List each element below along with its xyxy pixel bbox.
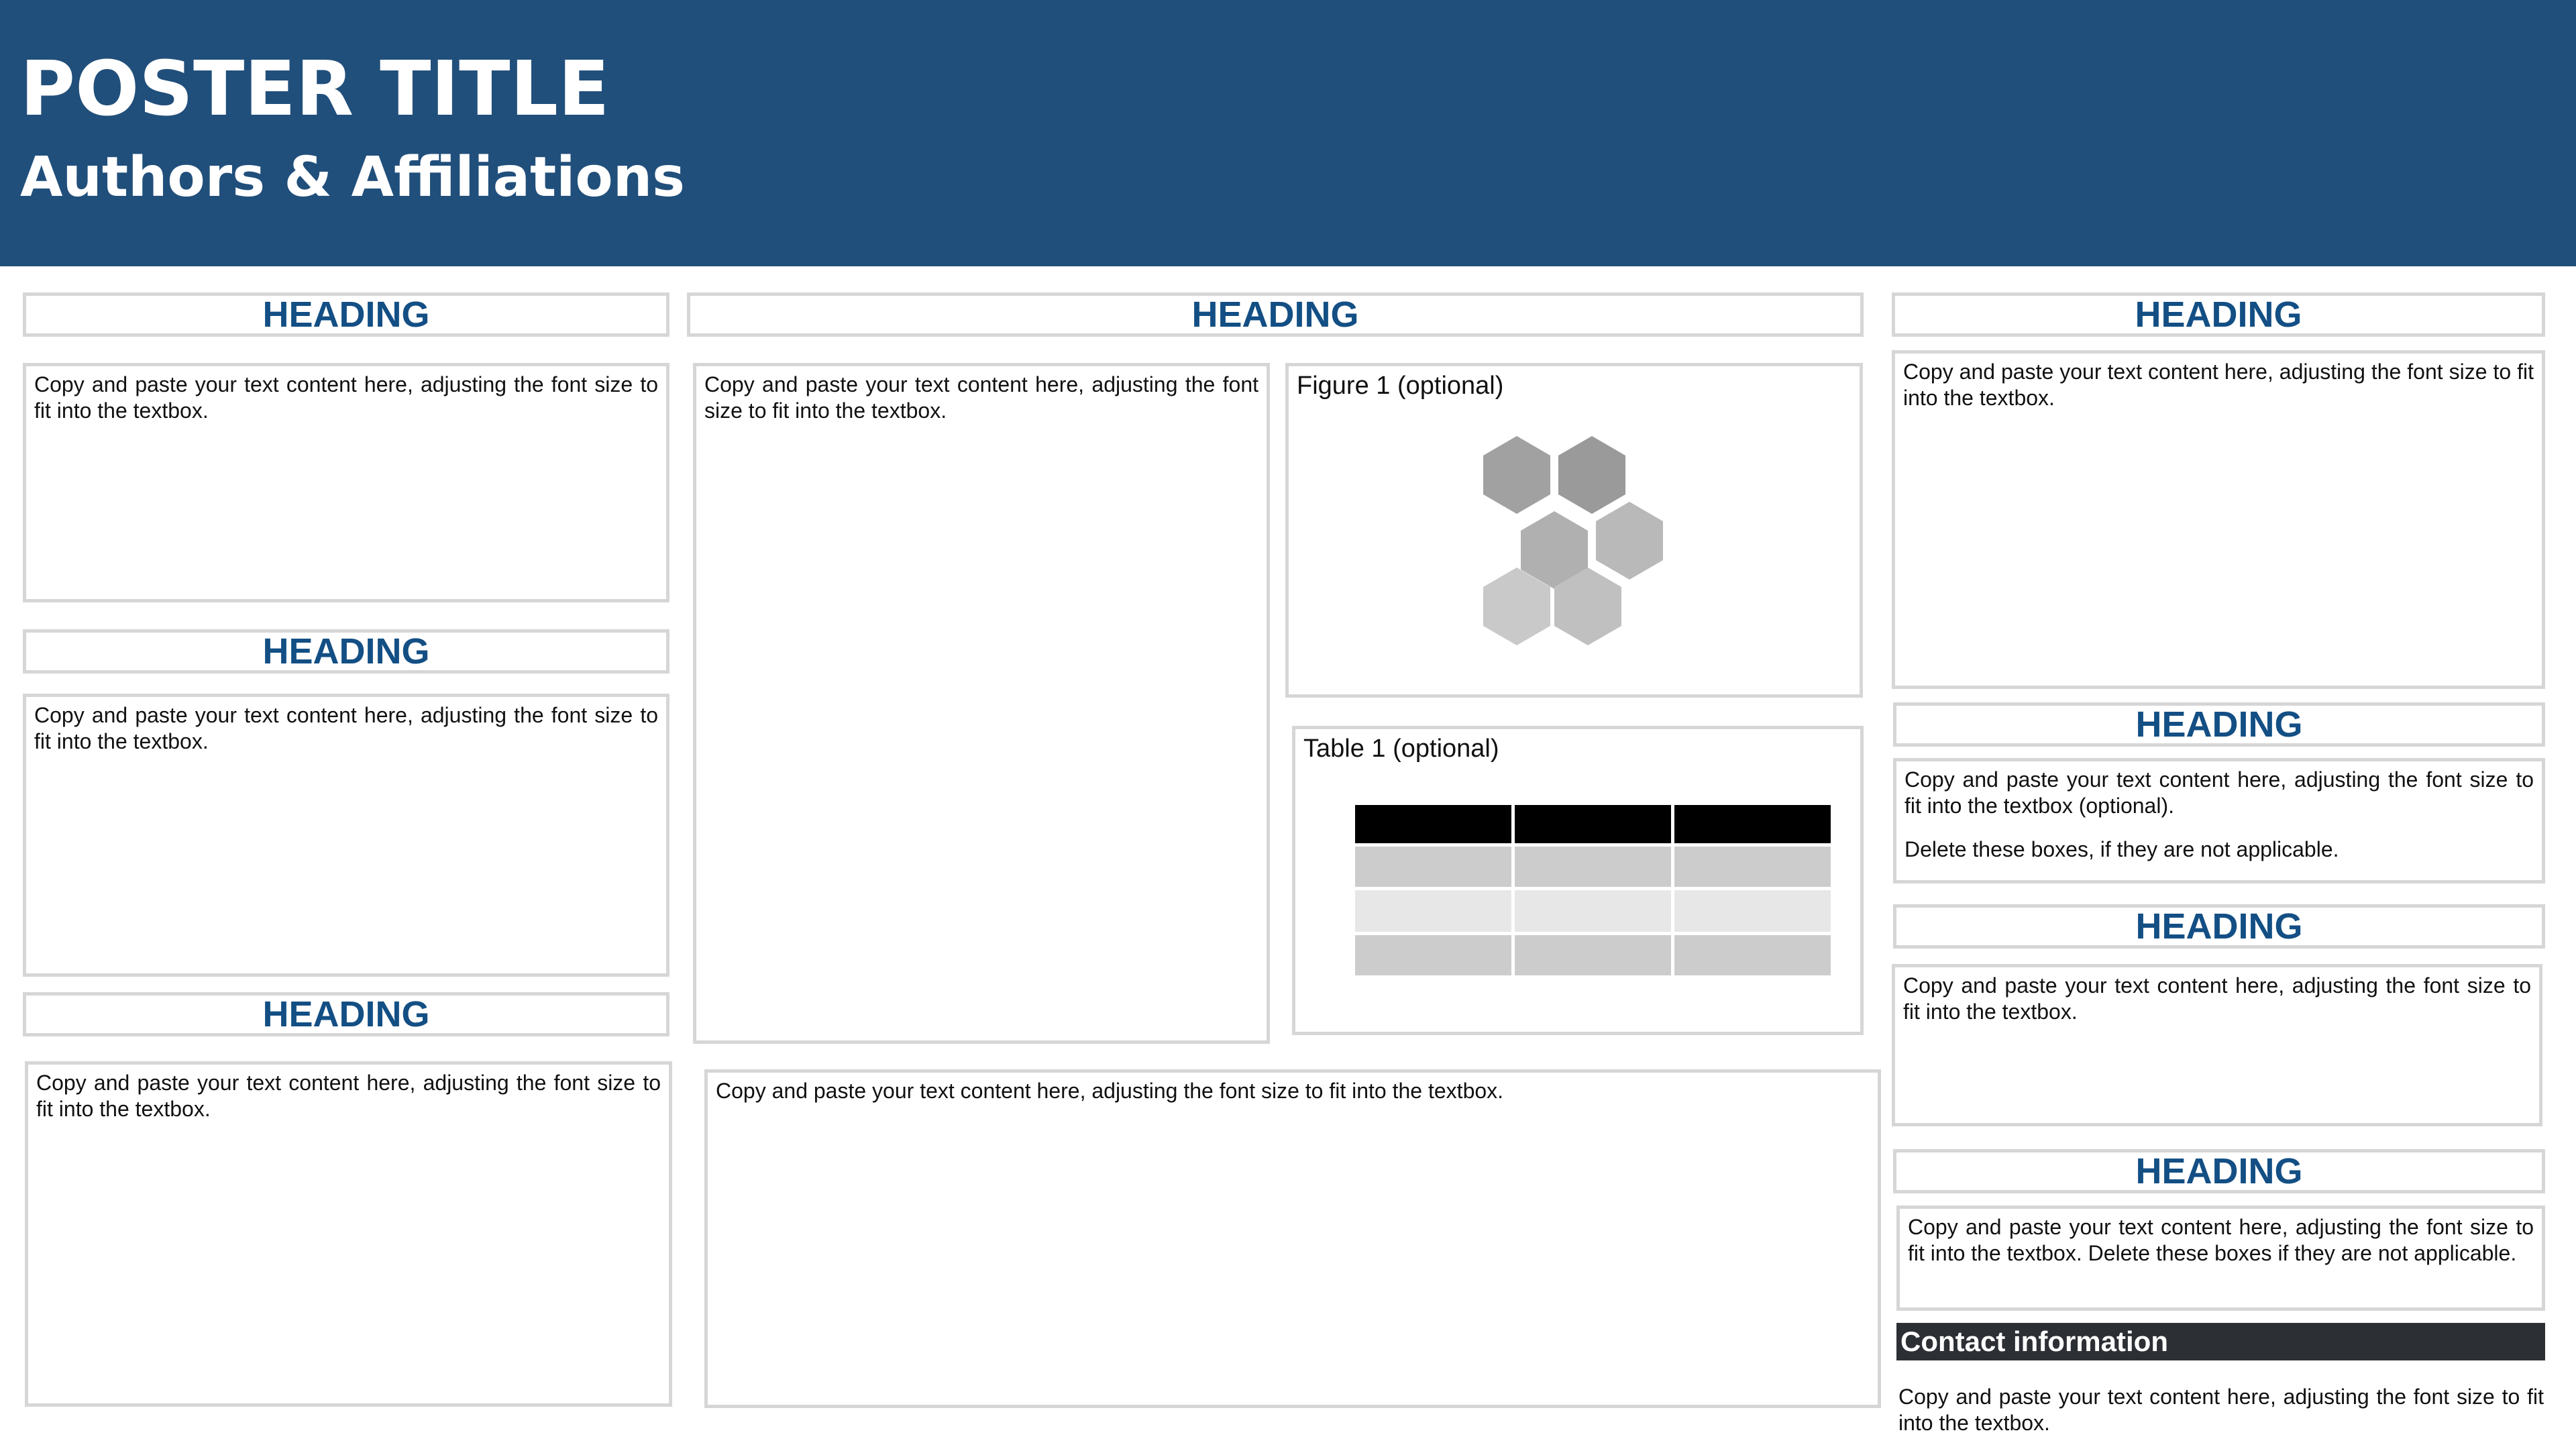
right-textbox-3[interactable] <box>1892 964 2542 1126</box>
middle-heading[interactable]: HEADING <box>687 292 1864 337</box>
right-textbox-2-text: Copy and paste your text content here, adjusting the font size to fit into the textbox (optional). <box>1904 767 2534 818</box>
table-cell <box>1674 847 1831 887</box>
left-textbox-1-text: Copy and paste your text content here, adjusting the font size to fit into the textbox. <box>34 372 658 423</box>
table-cell <box>1515 847 1671 887</box>
table-cell <box>1674 890 1831 932</box>
right-textbox-3-text: Copy and paste your text content here, adjusting the font size to fit into the textbox. <box>1903 973 2531 1024</box>
left-heading-2[interactable]: HEADING <box>23 629 669 674</box>
middle-textbox-main[interactable] <box>693 363 1270 1044</box>
left-textbox-2[interactable] <box>23 694 669 977</box>
right-textbox-2-note: Delete these boxes, if they are not applicable. <box>1904 837 2339 861</box>
middle-textbox-bottom[interactable] <box>704 1069 1881 1408</box>
left-textbox-3[interactable] <box>25 1061 672 1407</box>
right-heading-4[interactable]: HEADING <box>1893 1149 2545 1193</box>
table-row <box>1355 935 1831 975</box>
table-cell <box>1515 890 1671 932</box>
poster-header <box>0 0 2576 266</box>
right-textbox-1[interactable] <box>1892 350 2545 689</box>
right-textbox-1-text: Copy and paste your text content here, adjusting the font size to fit into the textbox. <box>1903 360 2534 410</box>
poster-authors-affiliations[interactable]: Authors & Affiliations <box>20 146 685 209</box>
table-cell <box>1674 935 1831 975</box>
table-header-cell <box>1355 805 1511 843</box>
right-textbox-4-text: Copy and paste your text content here, adjusting the font size to fit into the textbox. Delete these boxes if they are not applicable. <box>1908 1215 2534 1265</box>
left-heading-1[interactable]: HEADING <box>23 292 669 337</box>
table-row <box>1355 890 1831 932</box>
table-cell <box>1355 890 1511 932</box>
figure-box[interactable] <box>1285 363 1863 698</box>
left-textbox-1[interactable] <box>23 363 669 602</box>
placeholder-table <box>1352 802 1834 979</box>
table-header-cell <box>1515 805 1671 843</box>
right-heading-2[interactable]: HEADING <box>1893 702 2545 747</box>
table-cell <box>1355 847 1511 887</box>
contact-information-heading[interactable]: Contact information <box>1896 1323 2545 1360</box>
left-textbox-2-text: Copy and paste your text content here, adjusting the font size to fit into the textbox. <box>34 703 658 753</box>
contact-information-text[interactable]: Copy and paste your text content here, adjusting the font size to fit into the textbox. <box>1898 1385 2544 1435</box>
middle-textbox-bottom-text: Copy and paste your text content here, adjusting the font size to fit into the textbox. <box>716 1079 1504 1103</box>
right-textbox-2[interactable] <box>1893 758 2545 883</box>
table-label: Table 1 (optional) <box>1303 735 1499 763</box>
poster-title[interactable]: POSTER TITLE <box>20 46 610 133</box>
table-row <box>1355 847 1831 887</box>
right-textbox-4[interactable] <box>1896 1205 2545 1311</box>
table-header-cell <box>1674 805 1831 843</box>
left-heading-3[interactable]: HEADING <box>23 992 669 1036</box>
table-cell <box>1515 935 1671 975</box>
middle-textbox-main-text: Copy and paste your text content here, adjusting the font size to fit into the textbox. <box>704 372 1258 423</box>
figure-label: Figure 1 (optional) <box>1297 372 1504 400</box>
hexagon-cluster-icon <box>1483 436 1684 657</box>
left-textbox-3-text: Copy and paste your text content here, adjusting the font size to fit into the textbox. <box>36 1071 661 1121</box>
right-heading-3[interactable]: HEADING <box>1893 904 2545 949</box>
right-heading-1[interactable]: HEADING <box>1892 292 2545 337</box>
table-cell <box>1355 935 1511 975</box>
table-header-row <box>1355 805 1831 843</box>
